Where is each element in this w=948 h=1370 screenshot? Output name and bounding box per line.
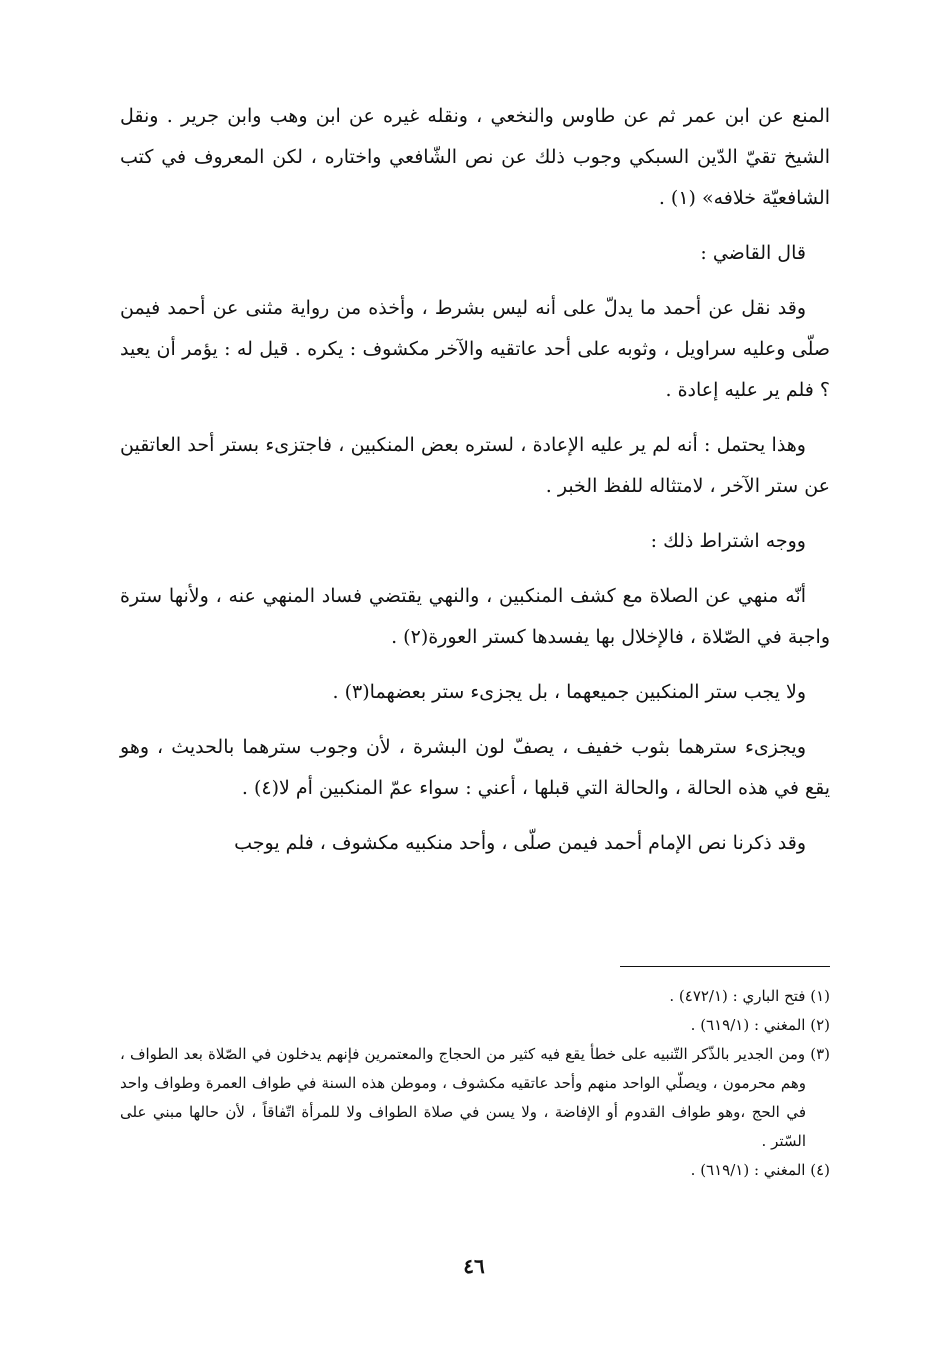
paragraph-4: وهذا يحتمل : أنه لم ير عليه الإعادة ، لستره بعض المنكبين ، فاجتزىء بستر أحد العاتقين عن ستر الآخر ، لامتثاله للفظ الخبر .: [120, 434, 830, 497]
footnotes: [120, 982, 830, 1185]
paragraph-8: ويجزىء سترهما بثوب خفيف ، يصفّ لون البشرة ، لأن وجوب سترهما بالحديث ، وهو يقع في هذه الحالة ، والحالة التي قبلها ، أعني : سواء عمّ المنكبين أم لا(٤) .: [120, 736, 830, 799]
paragraph-3: وقد نقل عن أحمد ما يدلّ على أنه ليس بشرط ، وأخذه من رواية مثنى عن أحمد فيمن صلّى وعليه سراويل ، وثوبه على أحد عاتقيه والآخر مكشوف : يكره . قيل له : يؤمر أن يعيد ؟ فلم ير عليه إعادة .: [120, 297, 830, 401]
main-text: [120, 96, 830, 878]
paragraph-6: أنّه منهي عن الصلاة مع كشف المنكبين ، والنهي يقتضي فساد المنهي عنه ، ولأنها سترة واجبة في الصّلاة ، فالإخلال بها يفسدها كستر العورة(٢) .: [120, 585, 830, 648]
footnote-divider: [620, 966, 830, 967]
paragraph-2-heading: قال القاضي :: [700, 242, 806, 264]
page-number: ٤٦: [463, 1254, 485, 1278]
footnote-3: (٣) ومن الجدير بالذّكر التّنبيه على خطأ يقع فيه كثير من الحجاج والمعتمرين فإنهم يدخلون في الصّلاة بعد الطواف ، وهم محرمون ، ويصلّي الواحد منهم وأحد عاتقيه مكشوف ، وموطن هذه السنة في طواف العمرة وطواف واحد في الحج ،وهو طواف القدوم أو الإفاضة ، ولا يسن في صلاة الطواف ولا للمرأة اتّفاقاً ، لأن حالها مبني على السّتر .: [120, 1045, 830, 1150]
paragraph-9: وقد ذكرنا نص الإمام أحمد فيمن صلّى ، وأحد منكبيه مكشوف ، فلم يوجب: [234, 832, 806, 854]
paragraph-7: ولا يجب ستر المنكبين جميعهما ، بل يجزىء ستر بعضهما(٣) .: [332, 681, 806, 703]
paragraph-5-heading: ووجه اشتراط ذلك :: [650, 530, 806, 552]
paragraph-1: المنع عن ابن عمر ثم عن طاوس والنخعي ، ونقله غيره عن ابن وهب وابن جرير . ونقل الشيخ تقيّ الدّين السبكي وجوب ذلك عن نص الشّافعي واختاره ، لكن المعروف في كتب الشافعيّة خلافه» (١) .: [120, 105, 830, 209]
footnote-1: (١) فتح الباري : (٤٧٢/١) .: [669, 987, 830, 1005]
footnote-4: (٤) المغني : (٦١٩/١) .: [690, 1161, 830, 1179]
footnote-2: (٢) المغني : (٦١٩/١) .: [690, 1016, 830, 1034]
